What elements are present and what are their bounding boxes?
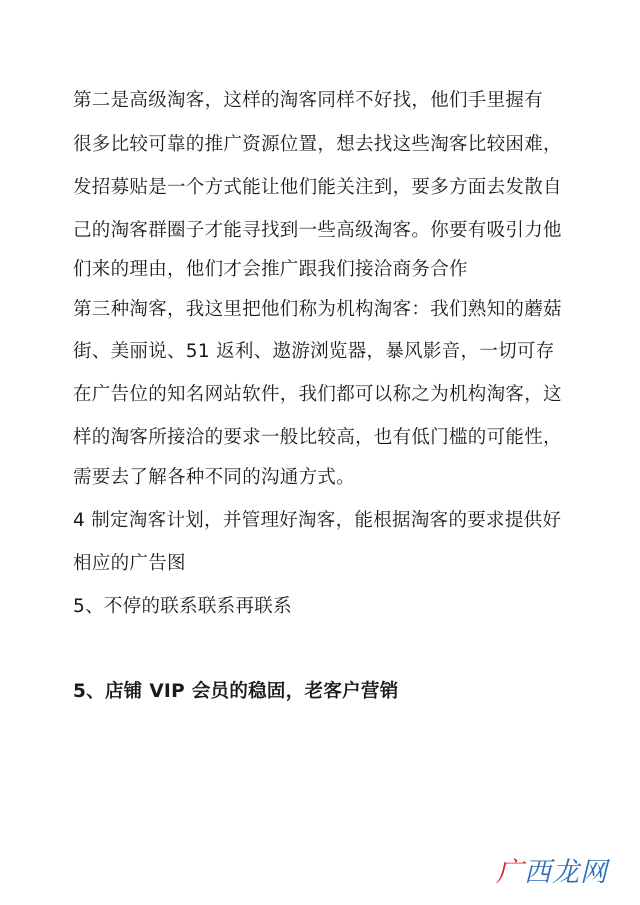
paragraph-line: 5、不停的联系联系再联系 <box>73 596 292 617</box>
section-heading: 5、店铺 VIP 会员的稳固，老客户营销 <box>73 681 399 702</box>
paragraph-line: 街、美丽说、51 返利、遨游浏览器，暴风影音，一切可存 <box>73 341 555 362</box>
watermark-logo <box>496 850 608 889</box>
paragraph-line: 第三种淘客，我这里把他们称为机构淘客：我们熟知的蘑菇 <box>73 299 562 320</box>
paragraph-line: 己的淘客群圈子才能寻找到一些高级淘客。你要有吸引力他 <box>73 220 562 241</box>
paragraph-line: 在广告位的知名网站软件，我们都可以称之为机构淘客，这 <box>73 384 562 405</box>
paragraph-line: 很多比较可靠的推广资源位置，想去找这些淘客比较困难， <box>73 134 562 155</box>
paragraph-line: 第二是高级淘客，这样的淘客同样不好找，他们手里握有 <box>73 90 544 111</box>
paragraph-line: 发招募贴是一个方式能让他们能关注到，要多方面去发散自 <box>73 177 562 198</box>
paragraph-line: 需要去了解各种不同的沟通方式。 <box>73 467 356 488</box>
paragraph-line: 4 制定淘客计划，并管理好淘客，能根据淘客的要求提供好 <box>73 510 562 531</box>
watermark-part: 龙网 <box>552 857 608 888</box>
paragraph-line: 们来的理由，他们才会推广跟我们接洽商务合作 <box>73 259 468 280</box>
paragraph-line: 相应的广告图 <box>73 553 186 574</box>
watermark-part: 西 <box>524 857 552 888</box>
watermark-part: 广 <box>496 857 524 888</box>
paragraph-line: 样的淘客所接洽的要求一般比较高，也有低门槛的可能性， <box>73 427 562 448</box>
